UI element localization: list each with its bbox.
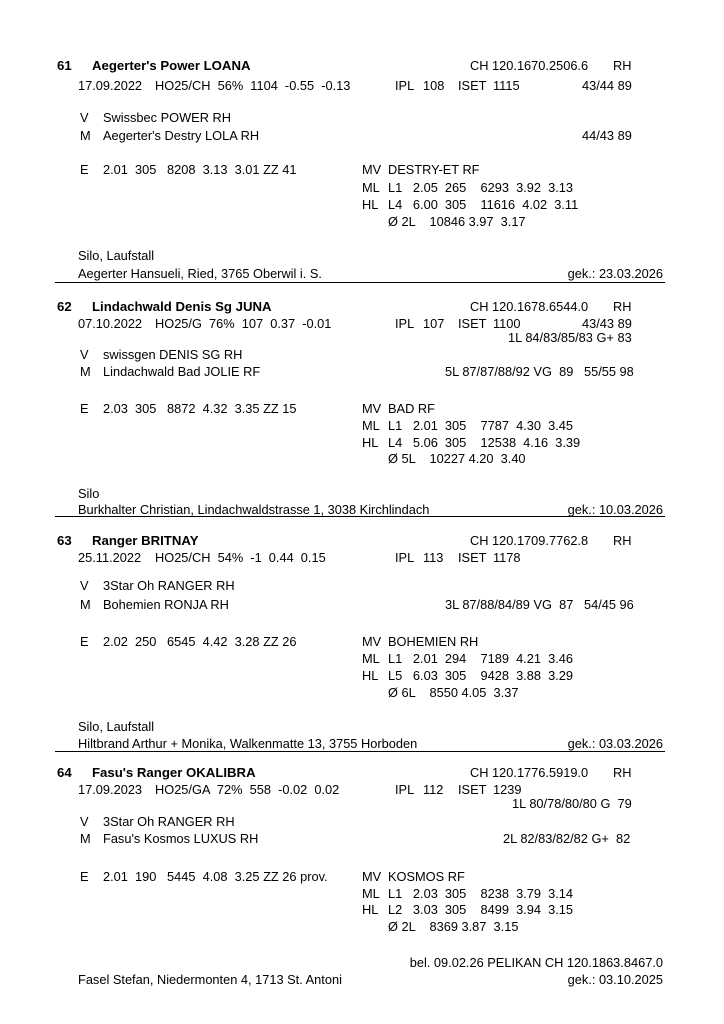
housing-info: Silo, Laufstall — [78, 719, 155, 734]
gek-date: gek.: 23.03.2026 — [567, 266, 663, 281]
breed-values: HO25/GA 72% 558 -0.02 0.02 — [155, 782, 340, 797]
ch-id: CH 120.1670.2506.6 — [470, 58, 589, 73]
owner-address: Fasel Stefan, Niedermonten 4, 1713 St. Antoni — [78, 972, 342, 987]
iset-label: ISET — [458, 316, 487, 331]
line2-rating: 43/44 89 — [582, 78, 632, 93]
animal-name: Aegerter's Power LOANA — [92, 58, 251, 73]
breed-values: HO25/CH 54% -1 0.44 0.15 — [155, 550, 326, 565]
housing-info: Silo, Laufstall — [78, 248, 155, 263]
bel-note: bel. 09.02.26 PELIKAN CH 120.1863.8467.0 — [409, 955, 663, 970]
lactation-rating: 1L 80/78/80/80 G 79 — [512, 796, 632, 811]
ml-label: ML — [362, 418, 380, 433]
ch-id: CH 120.1776.5919.0 — [470, 765, 589, 780]
housing-info: Silo — [78, 486, 100, 501]
ipl-value: 108 — [423, 78, 445, 93]
lactation-rating: 1L 84/83/85/83 G+ 83 — [508, 330, 632, 345]
mv-name: BAD RF — [388, 401, 435, 416]
ch-id: CH 120.1709.7762.8 — [470, 533, 589, 548]
sire-name: swissgen DENIS SG RH — [103, 347, 243, 362]
e-label: E — [80, 401, 89, 416]
mv-label: MV — [362, 401, 382, 416]
ipl-value: 107 — [423, 316, 445, 331]
ml-label: ML — [362, 651, 380, 666]
dam-name: Aegerter's Destry LOLA RH — [103, 128, 260, 143]
dam-label: M — [80, 364, 91, 379]
breed-code: RH — [613, 58, 632, 73]
iset-value: 1239 — [493, 782, 522, 797]
e-label: E — [80, 162, 89, 177]
iset-label: ISET — [458, 550, 487, 565]
ipl-label: IPL — [395, 782, 415, 797]
mv-label: MV — [362, 869, 382, 884]
dam-rating: 44/43 89 — [582, 128, 632, 143]
ipl-value: 112 — [423, 782, 444, 797]
ch-id: CH 120.1678.6544.0 — [470, 299, 589, 314]
iset-label: ISET — [458, 782, 487, 797]
ipl-label: IPL — [395, 78, 415, 93]
ipl-label: IPL — [395, 550, 415, 565]
ml-label: ML — [362, 180, 380, 195]
entry-number: 64 — [57, 765, 72, 780]
ml-label: ML — [362, 886, 380, 901]
hl-values: L4 5.06 305 12538 4.16 3.39 — [388, 435, 581, 450]
dam-label: M — [80, 597, 91, 612]
ipl-label: IPL — [395, 316, 415, 331]
e-label: E — [80, 634, 89, 649]
dam-name: Fasu's Kosmos LUXUS RH — [103, 831, 259, 846]
avg-values: Ø 5L 10227 4.20 3.40 — [388, 451, 526, 466]
hl-label: HL — [362, 902, 379, 917]
breed-values: HO25/G 76% 107 0.37 -0.01 — [155, 316, 332, 331]
hl-values: L4 6.00 305 11616 4.02 3.11 — [388, 197, 579, 212]
hl-label: HL — [362, 668, 379, 683]
mv-label: MV — [362, 634, 382, 649]
animal-name: Ranger BRITNAY — [92, 533, 199, 548]
mv-name: BOHEMIEN RH — [388, 634, 479, 649]
dam-rating: 2L 82/83/82/82 G+ 82 — [503, 831, 631, 846]
breed-code: RH — [613, 533, 632, 548]
dam-rating: 5L 87/87/88/92 VG 89 55/55 98 — [445, 364, 634, 379]
sire-label: V — [80, 347, 89, 362]
breed-code: RH — [613, 765, 632, 780]
ml-values: L1 2.03 305 8238 3.79 3.14 — [388, 886, 573, 901]
dam-name: Bohemien RONJA RH — [103, 597, 229, 612]
hl-label: HL — [362, 197, 379, 212]
avg-values: Ø 2L 10846 3.97 3.17 — [388, 214, 526, 229]
ipl-value: 113 — [423, 550, 444, 565]
hl-values: L2 3.03 305 8499 3.94 3.15 — [388, 902, 573, 917]
dam-label: M — [80, 128, 91, 143]
iset-value: 1115 — [493, 78, 520, 93]
animal-name: Fasu's Ranger OKALIBRA — [92, 765, 256, 780]
e-label: E — [80, 869, 89, 884]
dam-name: Lindachwald Bad JOLIE RF — [103, 364, 261, 379]
avg-values: Ø 6L 8550 4.05 3.37 — [388, 685, 519, 700]
breed-code: RH — [613, 299, 632, 314]
iset-value: 1100 — [493, 316, 521, 331]
gek-date: gek.: 10.03.2026 — [567, 502, 663, 517]
gek-date: gek.: 03.10.2025 — [567, 972, 663, 987]
e-values: 2.03 305 8872 4.32 3.35 ZZ 15 — [103, 401, 297, 416]
animal-name: Lindachwald Denis Sg JUNA — [92, 299, 272, 314]
dam-rating: 3L 87/88/84/89 VG 87 54/45 96 — [445, 597, 634, 612]
birth-date: 17.09.2023 — [78, 782, 143, 797]
owner-address: Hiltbrand Arthur + Monika, Walkenmatte 13, 3755 Horboden — [78, 736, 418, 751]
iset-label: ISET — [458, 78, 487, 93]
entry-number: 63 — [57, 533, 72, 548]
hl-label: HL — [362, 435, 379, 450]
ml-values: L1 2.01 305 7787 4.30 3.45 — [388, 418, 573, 433]
e-values: 2.01 190 5445 4.08 3.25 ZZ 26 prov. — [103, 869, 328, 884]
birth-date: 25.11.2022 — [78, 550, 142, 565]
e-values: 2.02 250 6545 4.42 3.28 ZZ 26 — [103, 634, 297, 649]
breed-values: HO25/CH 56% 1104 -0.55 -0.13 — [155, 78, 351, 93]
sire-name: 3Star Oh RANGER RH — [103, 578, 235, 593]
hl-values: L5 6.03 305 9428 3.88 3.29 — [388, 668, 573, 683]
owner-address: Aegerter Hansueli, Ried, 3765 Oberwil i. S. — [78, 266, 322, 281]
e-values: 2.01 305 8208 3.13 3.01 ZZ 41 — [103, 162, 297, 177]
birth-date: 17.09.2022 — [78, 78, 143, 93]
iset-value: 1178 — [493, 550, 521, 565]
sire-label: V — [80, 578, 89, 593]
ml-values: L1 2.01 294 7189 4.21 3.46 — [388, 651, 573, 666]
sire-name: Swissbec POWER RH — [103, 110, 231, 125]
mv-name: KOSMOS RF — [388, 869, 465, 884]
ml-values: L1 2.05 265 6293 3.92 3.13 — [388, 180, 573, 195]
owner-address: Burkhalter Christian, Lindachwaldstrasse 1, 3038 Kirchlindach — [78, 502, 430, 517]
sire-name: 3Star Oh RANGER RH — [103, 814, 235, 829]
sire-label: V — [80, 110, 89, 125]
avg-values: Ø 2L 8369 3.87 3.15 — [388, 919, 519, 934]
mv-label: MV — [362, 162, 382, 177]
birth-date: 07.10.2022 — [78, 316, 143, 331]
dam-label: M — [80, 831, 91, 846]
mv-name: DESTRY-ET RF — [388, 162, 480, 177]
entry-number: 61 — [57, 58, 72, 73]
gek-date: gek.: 03.03.2026 — [567, 736, 663, 751]
line2-rating: 43/43 89 — [582, 316, 632, 331]
sire-label: V — [80, 814, 89, 829]
entry-number: 62 — [57, 299, 72, 314]
